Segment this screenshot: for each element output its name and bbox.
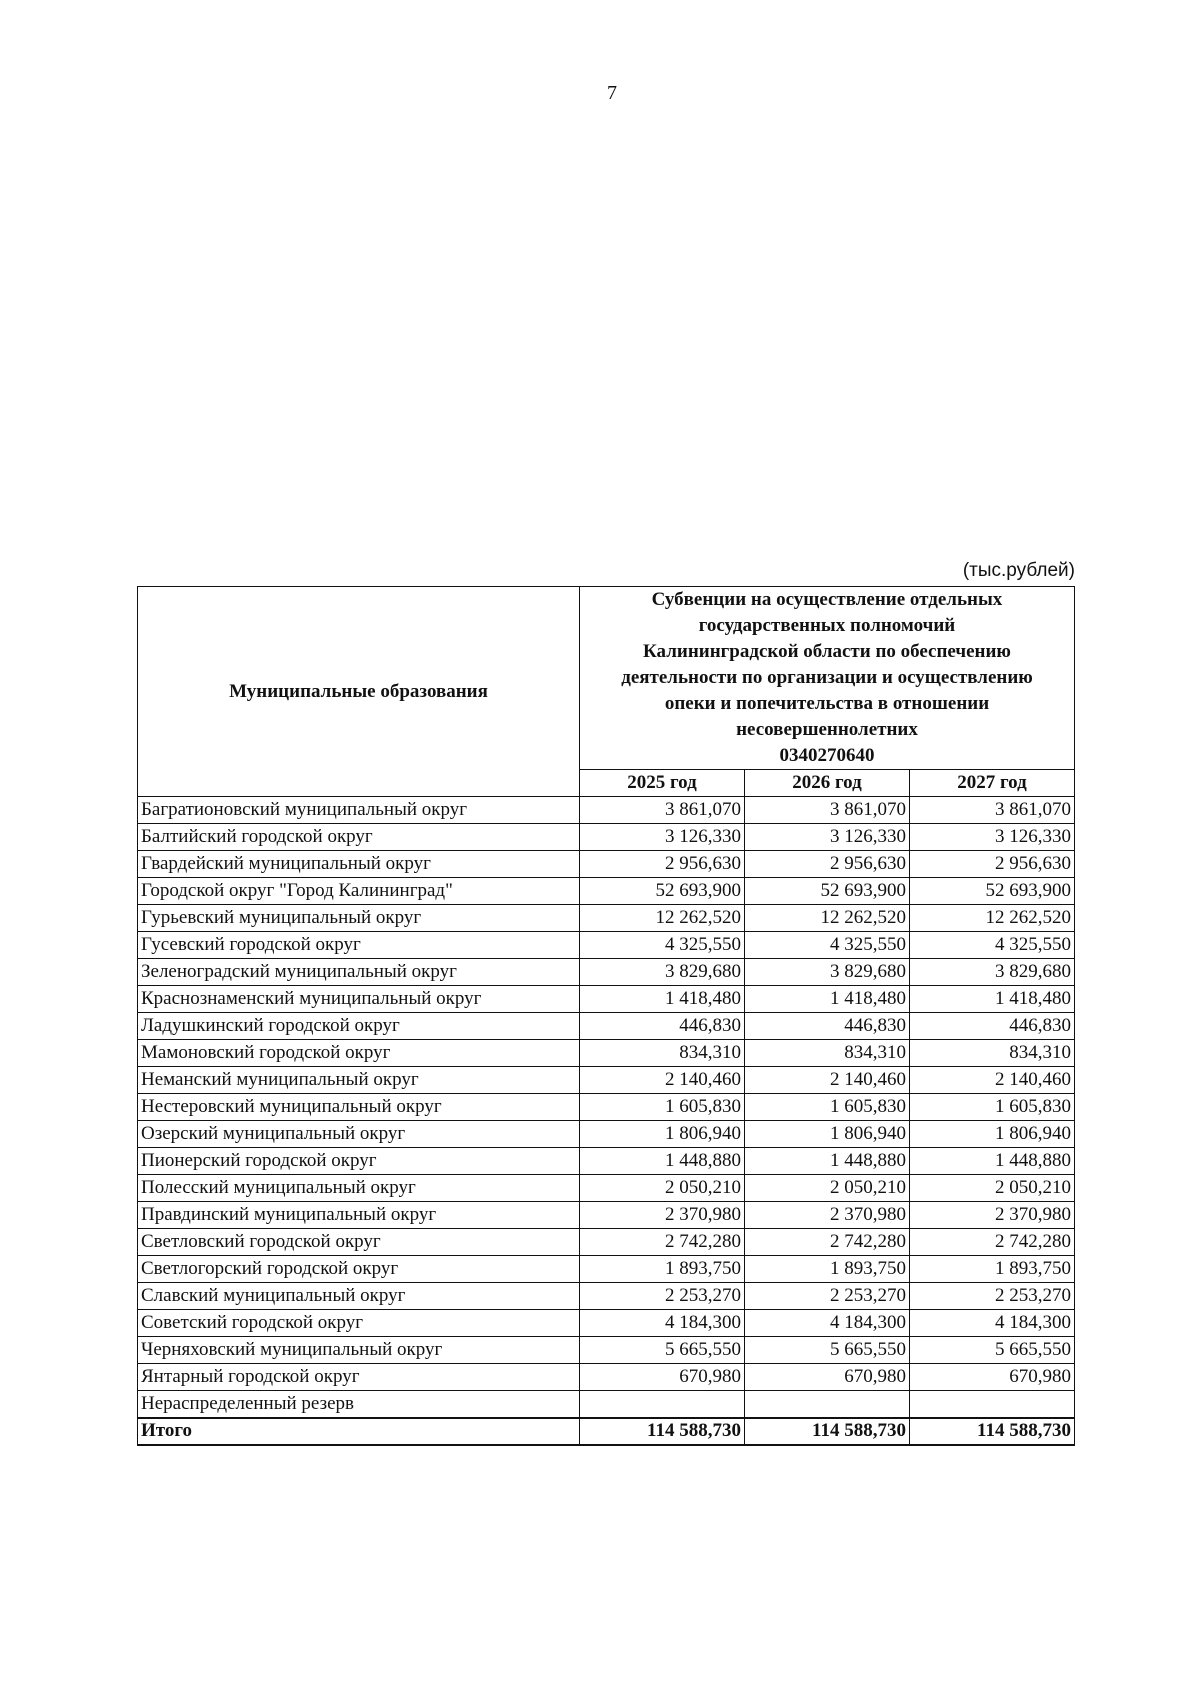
table-row (138, 1013, 1075, 1040)
table-row (138, 1391, 1075, 1418)
row-name: Неманский муниципальный округ (138, 1067, 580, 1094)
row-value-2025: 2 956,630 (580, 851, 745, 878)
table-row (138, 1094, 1075, 1121)
row-value-2026: 12 262,520 (745, 905, 910, 932)
title-line: Субвенции на осуществление отдельных (651, 589, 1003, 610)
row-value-2026: 834,310 (745, 1040, 910, 1067)
row-name: Светлогорский городской округ (138, 1256, 580, 1283)
row-value-2026: 5 665,550 (745, 1337, 910, 1364)
row-value-2027: 5 665,550 (910, 1337, 1075, 1364)
row-value-2025: 834,310 (580, 1040, 745, 1067)
table-row (138, 824, 1075, 851)
row-value-2027 (910, 1391, 1075, 1418)
row-value-2026: 4 184,300 (745, 1310, 910, 1337)
row-value-2026: 1 418,480 (745, 986, 910, 1013)
title-line: деятельности по организации и осуществлению (621, 667, 1033, 688)
row-value-2025: 1 806,940 (580, 1121, 745, 1148)
row-name: Светловский городской округ (138, 1229, 580, 1256)
row-value-2025: 4 325,550 (580, 932, 745, 959)
row-value-2025: 670,980 (580, 1364, 745, 1391)
row-value-2026: 3 861,070 (745, 797, 910, 824)
row-name: Полесский муниципальный округ (138, 1175, 580, 1202)
row-value-2025: 5 665,550 (580, 1337, 745, 1364)
row-value-2026 (745, 1391, 910, 1418)
row-value-2025: 12 262,520 (580, 905, 745, 932)
row-value-2026: 2 742,280 (745, 1229, 910, 1256)
row-value-2027: 1 418,480 (910, 986, 1075, 1013)
row-value-2026: 3 829,680 (745, 959, 910, 986)
row-value-2026: 1 893,750 (745, 1256, 910, 1283)
row-value-2025: 2 050,210 (580, 1175, 745, 1202)
table-row (138, 1040, 1075, 1067)
table-body (138, 797, 1075, 1418)
row-value-2025: 446,830 (580, 1013, 745, 1040)
row-value-2027: 1 605,830 (910, 1094, 1075, 1121)
table-row (138, 851, 1075, 878)
row-value-2025: 1 448,880 (580, 1148, 745, 1175)
row-value-2027: 3 126,330 (910, 824, 1075, 851)
row-name: Нестеровский муниципальный округ (138, 1094, 580, 1121)
table-row (138, 986, 1075, 1013)
row-name: Озерский муниципальный округ (138, 1121, 580, 1148)
row-name: Черняховский муниципальный округ (138, 1337, 580, 1364)
row-value-2026: 4 325,550 (745, 932, 910, 959)
subsidy-table (137, 586, 1075, 1446)
row-name: Балтийский городской округ (138, 824, 580, 851)
total-2027: 114 588,730 (910, 1418, 1075, 1445)
row-value-2026: 1 448,880 (745, 1148, 910, 1175)
row-value-2027: 2 050,210 (910, 1175, 1075, 1202)
row-value-2026: 1 605,830 (745, 1094, 910, 1121)
row-name: Краснознаменский муниципальный округ (138, 986, 580, 1013)
units-label: (тыс.рублей) (962, 560, 1075, 581)
row-value-2025: 52 693,900 (580, 878, 745, 905)
row-value-2025: 3 829,680 (580, 959, 745, 986)
row-value-2026: 2 140,460 (745, 1067, 910, 1094)
row-value-2027: 1 806,940 (910, 1121, 1075, 1148)
row-value-2026: 670,980 (745, 1364, 910, 1391)
row-value-2026: 2 370,980 (745, 1202, 910, 1229)
total-label: Итого (138, 1418, 580, 1445)
row-value-2027: 3 861,070 (910, 797, 1075, 824)
row-name: Янтарный городской округ (138, 1364, 580, 1391)
row-value-2027: 2 140,460 (910, 1067, 1075, 1094)
title-line: государственных полномочий (698, 615, 956, 636)
table-header (138, 587, 1075, 797)
title-line: Калининградской области по обеспечению (643, 641, 1011, 662)
column-header-municipalities: Муниципальные образования (138, 587, 580, 797)
row-value-2027: 834,310 (910, 1040, 1075, 1067)
table-footer (138, 1418, 1075, 1445)
table-row (138, 932, 1075, 959)
row-value-2027: 670,980 (910, 1364, 1075, 1391)
table-row (138, 1256, 1075, 1283)
row-value-2025: 1 605,830 (580, 1094, 745, 1121)
row-name: Гусевский городской округ (138, 932, 580, 959)
row-value-2025: 3 861,070 (580, 797, 745, 824)
row-value-2027: 2 742,280 (910, 1229, 1075, 1256)
row-value-2027: 4 184,300 (910, 1310, 1075, 1337)
column-header-subsidy-title (580, 587, 1075, 770)
table-row (138, 878, 1075, 905)
table-row (138, 1310, 1075, 1337)
year-header-2027: 2027 год (910, 770, 1075, 797)
year-header-2025: 2025 год (580, 770, 745, 797)
row-value-2025 (580, 1391, 745, 1418)
row-name: Славский муниципальный округ (138, 1283, 580, 1310)
table-row (138, 1175, 1075, 1202)
row-value-2027: 2 253,270 (910, 1283, 1075, 1310)
table-row (138, 959, 1075, 986)
title-line-code: 0340270640 (779, 745, 875, 766)
row-name: Городской округ "Город Калининград" (138, 878, 580, 905)
row-name: Гурьевский муниципальный округ (138, 905, 580, 932)
title-line: опеки и попечительства в отношении (664, 693, 990, 714)
table-row (138, 1283, 1075, 1310)
row-name: Багратионовский муниципальный округ (138, 797, 580, 824)
table-row (138, 905, 1075, 932)
table-row (138, 1067, 1075, 1094)
row-value-2027: 2 956,630 (910, 851, 1075, 878)
row-value-2026: 52 693,900 (745, 878, 910, 905)
table-row (138, 1229, 1075, 1256)
table-row (138, 1337, 1075, 1364)
row-name: Правдинский муниципальный округ (138, 1202, 580, 1229)
row-value-2026: 2 253,270 (745, 1283, 910, 1310)
row-name: Зеленоградский муниципальный округ (138, 959, 580, 986)
row-value-2027: 3 829,680 (910, 959, 1075, 986)
row-value-2027: 1 893,750 (910, 1256, 1075, 1283)
row-value-2025: 2 742,280 (580, 1229, 745, 1256)
row-value-2027: 52 693,900 (910, 878, 1075, 905)
row-value-2025: 2 370,980 (580, 1202, 745, 1229)
row-value-2026: 2 050,210 (745, 1175, 910, 1202)
title-line: несовершеннолетних (736, 719, 918, 740)
row-name: Гвардейский муниципальный округ (138, 851, 580, 878)
row-name: Советский городской округ (138, 1310, 580, 1337)
row-name: Пионерский городской округ (138, 1148, 580, 1175)
table-row (138, 1202, 1075, 1229)
total-2026: 114 588,730 (745, 1418, 910, 1445)
row-value-2026: 3 126,330 (745, 824, 910, 851)
row-value-2026: 2 956,630 (745, 851, 910, 878)
year-header-2026: 2026 год (745, 770, 910, 797)
total-row (138, 1418, 1075, 1445)
row-value-2026: 1 806,940 (745, 1121, 910, 1148)
row-value-2025: 1 893,750 (580, 1256, 745, 1283)
row-value-2027: 446,830 (910, 1013, 1075, 1040)
table-row (138, 1148, 1075, 1175)
table-row (138, 1364, 1075, 1391)
table-row (138, 1121, 1075, 1148)
row-name: Ладушкинский городской округ (138, 1013, 580, 1040)
row-value-2025: 4 184,300 (580, 1310, 745, 1337)
table-row (138, 797, 1075, 824)
row-value-2025: 2 253,270 (580, 1283, 745, 1310)
row-name: Мамоновский городской округ (138, 1040, 580, 1067)
row-name: Нераспределенный резерв (138, 1391, 580, 1418)
row-value-2027: 4 325,550 (910, 932, 1075, 959)
row-value-2025: 2 140,460 (580, 1067, 745, 1094)
row-value-2025: 1 418,480 (580, 986, 745, 1013)
row-value-2027: 12 262,520 (910, 905, 1075, 932)
row-value-2027: 2 370,980 (910, 1202, 1075, 1229)
row-value-2027: 1 448,880 (910, 1148, 1075, 1175)
total-2025: 114 588,730 (580, 1418, 745, 1445)
row-value-2026: 446,830 (745, 1013, 910, 1040)
row-value-2025: 3 126,330 (580, 824, 745, 851)
page-number: 7 (607, 82, 617, 104)
